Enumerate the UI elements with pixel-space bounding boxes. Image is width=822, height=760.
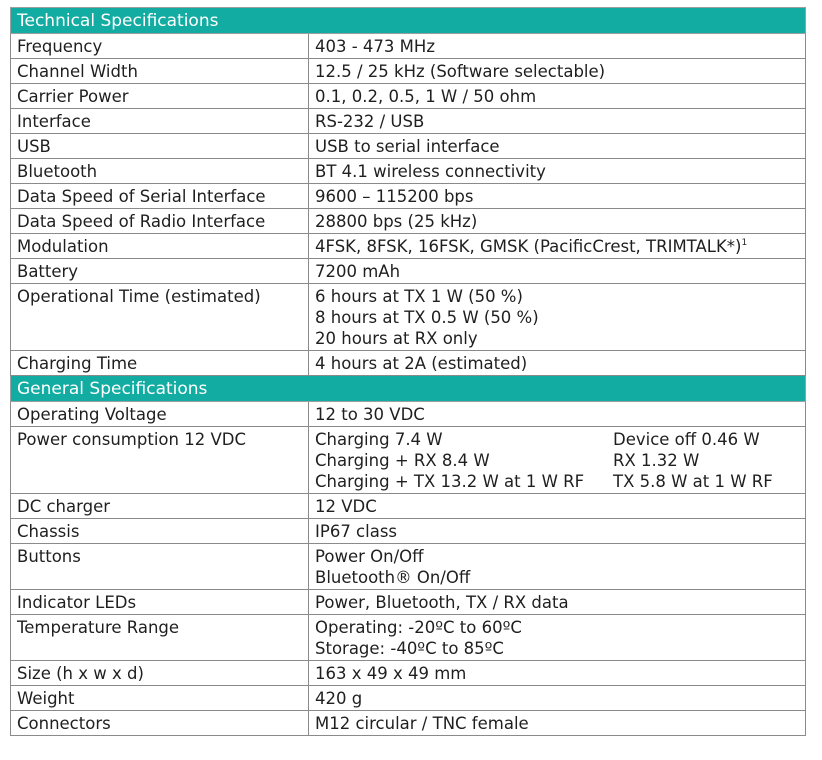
spec-row-chassis: [11, 519, 806, 544]
footnote-marker: 1: [741, 237, 748, 248]
spec-value-line: 6 hours at TX 1 W (50 %): [315, 287, 523, 306]
spec-value-line-wrap: [315, 61, 805, 82]
spec-label: Battery: [11, 259, 309, 284]
spec-row-usb: [11, 134, 806, 159]
spec-value-line-wrap: [315, 546, 805, 567]
spec-value-line-wrap: [315, 111, 805, 132]
specifications-table-container: [10, 7, 805, 736]
spec-label: Data Speed of Radio Interface: [11, 209, 309, 234]
spec-row-interface: [11, 109, 806, 134]
spec-value-line: 4FSK, 8FSK, 16FSK, GMSK (PacificCrest, TRIMTALK*): [315, 237, 742, 256]
spec-value: [309, 134, 806, 159]
spec-value-line-wrap: [315, 161, 805, 182]
specifications-table: [10, 7, 806, 736]
spec-label: Interface: [11, 109, 309, 134]
spec-value: [309, 544, 806, 590]
spec-row-connectors: [11, 711, 806, 736]
spec-value: [309, 402, 806, 427]
spec-value-line-wrap: [315, 307, 805, 328]
spec-label: DC charger: [11, 494, 309, 519]
spec-value-line: 0.1, 0.2, 0.5, 1 W / 50 ohm: [315, 87, 537, 106]
spec-label: Carrier Power: [11, 84, 309, 109]
spec-value-line: IP67 class: [315, 522, 398, 541]
spec-value: [309, 184, 806, 209]
spec-value-line: Charging + TX 13.2 W at 1 W RF: [315, 472, 585, 491]
spec-value-line-wrap: [315, 236, 805, 257]
spec-value: [309, 686, 806, 711]
spec-row-battery: [11, 259, 806, 284]
spec-value-line: RS-232 / USB: [315, 112, 425, 131]
spec-row-data-speed-of-radio-interface: [11, 209, 806, 234]
spec-value-line-wrap: [315, 521, 805, 542]
spec-value: [309, 159, 806, 184]
spec-value-line-wrap: [315, 638, 805, 659]
spec-value-line-wrap: [315, 404, 805, 425]
spec-value-line: 12 to 30 VDC: [315, 405, 425, 424]
spec-label: Operating Voltage: [11, 402, 309, 427]
spec-value-column-right: [613, 429, 805, 492]
spec-value: [309, 427, 806, 494]
spec-value-line-wrap: [315, 136, 805, 157]
spec-value: [309, 284, 806, 351]
spec-label: Power consumption 12 VDC: [11, 427, 309, 494]
spec-row-data-speed-of-serial-interface: [11, 184, 806, 209]
spec-value-line: 7200 mAh: [315, 262, 401, 281]
spec-value: [309, 590, 806, 615]
spec-value-line: 12.5 / 25 kHz (Software selectable): [315, 62, 606, 81]
spec-value-line-wrap: [315, 86, 805, 107]
spec-value: [309, 711, 806, 736]
spec-value-line: BT 4.1 wireless connectivity: [315, 162, 546, 181]
section-title: General Specifications: [11, 376, 806, 402]
spec-label: Temperature Range: [11, 615, 309, 661]
spec-row-indicator-leds: [11, 590, 806, 615]
spec-value-line: 9600 – 115200 bps: [315, 187, 474, 206]
spec-row-size-h-x-w-x-d: [11, 661, 806, 686]
spec-label: USB: [11, 134, 309, 159]
spec-value-line: Bluetooth® On/Off: [315, 568, 471, 587]
spec-value-line-wrap: [315, 688, 805, 709]
spec-value-line: 28800 bps (25 kHz): [315, 212, 478, 231]
spec-value-line: Device off 0.46 W: [613, 430, 760, 449]
spec-value-line: RX 1.32 W: [613, 451, 700, 470]
spec-label: Buttons: [11, 544, 309, 590]
spec-value-line: Power On/Off: [315, 547, 424, 566]
spec-value: [309, 615, 806, 661]
spec-value-line-wrap: [315, 663, 805, 684]
spec-value-columns: [315, 429, 805, 492]
spec-label: Data Speed of Serial Interface: [11, 184, 309, 209]
spec-row-power-consumption-12-vdc: [11, 427, 806, 494]
spec-value-line: 403 - 473 MHz: [315, 37, 435, 56]
spec-value-line-wrap: [315, 617, 805, 638]
spec-value-line: Charging 7.4 W: [315, 430, 443, 449]
spec-value-line: 163 x 49 x 49 mm: [315, 664, 467, 683]
spec-label: Weight: [11, 686, 309, 711]
spec-row-buttons: [11, 544, 806, 590]
spec-value-line: Operating: -20ºC to 60ºC: [315, 618, 522, 637]
spec-row-operational-time-estimated: [11, 284, 806, 351]
spec-value-line: Charging + RX 8.4 W: [315, 451, 490, 470]
spec-value-column-left: [315, 429, 613, 492]
spec-value-line: Storage: -40ºC to 85ºC: [315, 639, 504, 658]
section-header-row: [11, 8, 806, 34]
spec-label: Bluetooth: [11, 159, 309, 184]
spec-row-carrier-power: [11, 84, 806, 109]
spec-value-line: 420 g: [315, 689, 363, 708]
spec-value-line-wrap: [315, 713, 805, 734]
spec-value: [309, 34, 806, 59]
spec-value: [309, 259, 806, 284]
spec-value-line: 12 VDC: [315, 497, 377, 516]
spec-value: [309, 661, 806, 686]
spec-value: [309, 59, 806, 84]
spec-value-line-wrap: [315, 567, 805, 588]
spec-value: [309, 234, 806, 259]
spec-row-weight: [11, 686, 806, 711]
spec-value-line-wrap: [315, 211, 805, 232]
spec-row-frequency: [11, 34, 806, 59]
spec-value-line: 20 hours at RX only: [315, 329, 478, 348]
spec-row-temperature-range: [11, 615, 806, 661]
spec-value-line: 4 hours at 2A (estimated): [315, 354, 528, 373]
spec-value-line-wrap: [315, 592, 805, 613]
spec-value-line-wrap: [315, 328, 805, 349]
spec-label: Frequency: [11, 34, 309, 59]
spec-label: Operational Time (estimated): [11, 284, 309, 351]
spec-row-bluetooth: [11, 159, 806, 184]
spec-row-charging-time: [11, 351, 806, 376]
spec-label: Connectors: [11, 711, 309, 736]
spec-row-channel-width: [11, 59, 806, 84]
spec-value: [309, 209, 806, 234]
spec-value-line: TX 5.8 W at 1 W RF: [613, 472, 773, 491]
spec-label: Chassis: [11, 519, 309, 544]
spec-value-line-wrap: [315, 353, 805, 374]
spec-label: Modulation: [11, 234, 309, 259]
spec-value-line-wrap: [315, 261, 805, 282]
spec-row-operating-voltage: [11, 402, 806, 427]
section-header-row: [11, 376, 806, 402]
spec-value-line: 8 hours at TX 0.5 W (50 %): [315, 308, 539, 327]
spec-value-line: USB to serial interface: [315, 137, 500, 156]
spec-value-line-wrap: [315, 186, 805, 207]
spec-label: Size (h x w x d): [11, 661, 309, 686]
spec-value: [309, 351, 806, 376]
spec-label: Indicator LEDs: [11, 590, 309, 615]
section-title: Technical Specifications: [11, 8, 806, 34]
spec-value-line: Power, Bluetooth, TX / RX data: [315, 593, 569, 612]
spec-row-dc-charger: [11, 494, 806, 519]
spec-value: [309, 84, 806, 109]
specifications-table-body: [11, 8, 806, 736]
spec-value: [309, 109, 806, 134]
spec-value-line-wrap: [315, 36, 805, 57]
spec-value: [309, 519, 806, 544]
spec-value-line-wrap: [315, 286, 805, 307]
spec-value: [309, 494, 806, 519]
spec-label: Charging Time: [11, 351, 309, 376]
spec-value-line-wrap: [315, 496, 805, 517]
spec-label: Channel Width: [11, 59, 309, 84]
spec-row-modulation: [11, 234, 806, 259]
spec-value-line: M12 circular / TNC female: [315, 714, 529, 733]
